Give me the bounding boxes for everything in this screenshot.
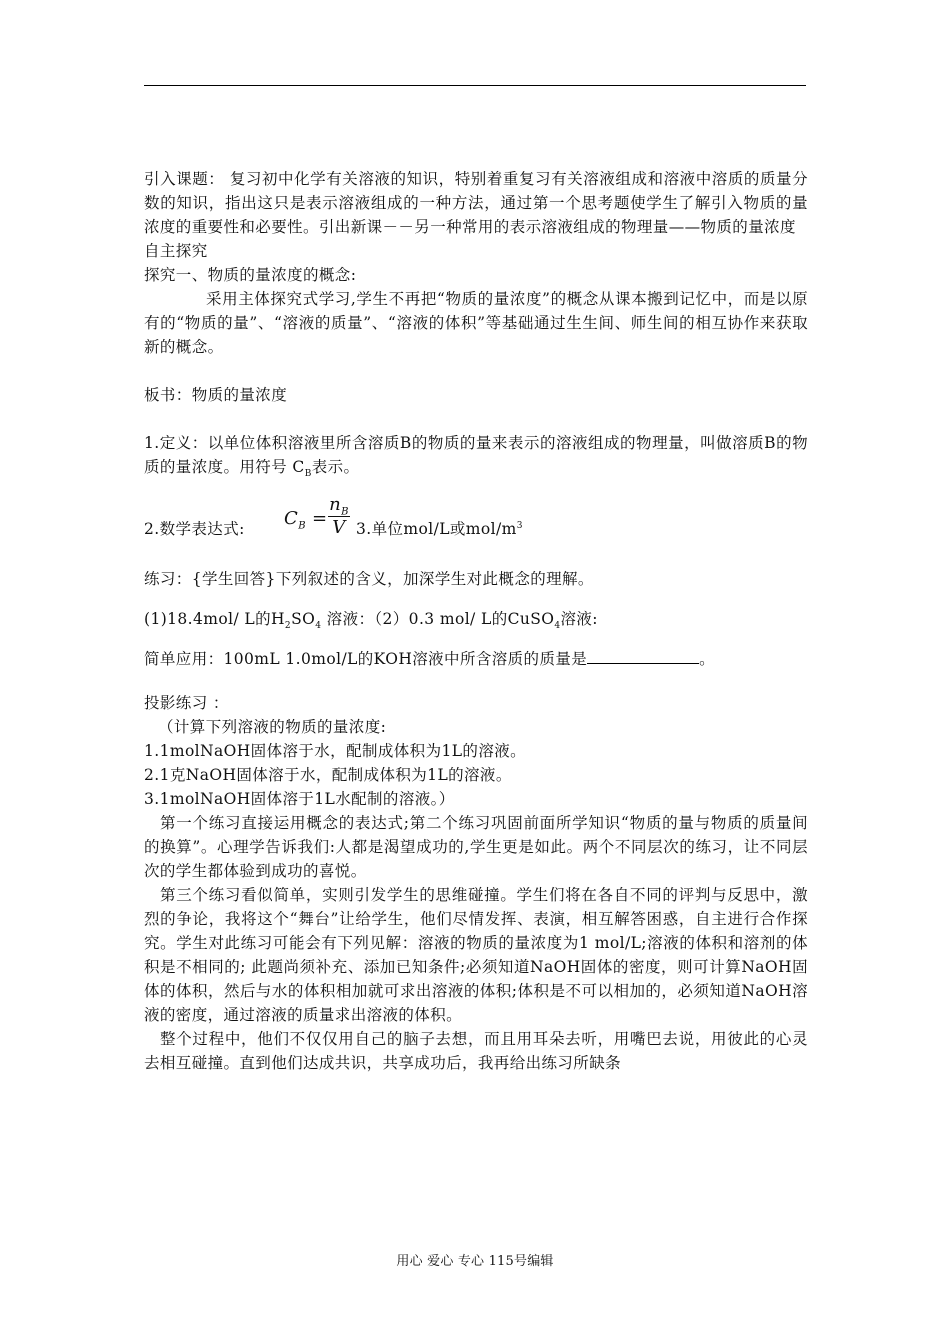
formula-fraction: $n_B$ V bbox=[329, 494, 349, 538]
intro-paragraph: 引入课题： 复习初中化学有关溶液的知识，特别着重复习有关溶液组成和溶液中溶质的质量分数的知识，指出这只是表示溶液组成的一种方法，通过第一个思考题使学生了解引入物质的量浓度的重要性和必要性。引出新课－－另一种常用的表示溶液组成的物理量——物质的量浓度 bbox=[144, 170, 808, 236]
formula-row: 2.数学表达式: $C_B$ = $n_B$ V 3.单位mol/L或mol/$m^3$ bbox=[144, 479, 808, 543]
projection-line: 3.1molNaOH固体溶于1L水配制的溶液。） bbox=[144, 790, 455, 808]
application-paragraph: 简单应用：100mL 1.0mol/L的KOH溶液中所含溶质的质量是 。 bbox=[144, 647, 808, 671]
paragraph-2: 第三个练习看似简单，实则引发学生的思维碰撞。学生们将在各自不同的评判与反思中，激烈的争论，我将这个“舞台”让给学生，他们尽情发挥、表演，相互解答困惑，自主进行合作探究。学生对此练习可能会有下列见解：溶液的物质的量浓度为1 mol/L;溶液的体积和溶剂的体积是不相同的; 此题尚须补充、添加已知条件;必须知道NaOH固体的密度，则可计算NaOH固体的体积，然后与水的体积相加就可求出溶液的体积;体积是不可以相加的，必须知道NaOH溶液的密度，通过溶液的质量求出溶液的体积。 bbox=[144, 886, 808, 1024]
projection-line: （计算下列溶液的物质的量浓度: bbox=[158, 718, 387, 736]
paragraph-1: 第一个练习直接运用概念的表达式;第二个练习巩固前面所学知识“物质的量与物质的质量间的换算”。心理学告诉我们:人都是渴望成功的,学生更是如此。两个不同层次的练习，让不同层次的学生都体验到成功的喜悦。 bbox=[144, 814, 808, 880]
practice-items: (1)18.4mol/ L的$H_2SO_4$ 溶液：（2）0.3 mol/ L的CuSO$_4$溶液: bbox=[144, 610, 598, 632]
unit-text: 3.单位mol/L或mol/$m^3$ bbox=[356, 520, 523, 538]
document-body bbox=[144, 167, 808, 1075]
projection-title: 投影练习 ： bbox=[144, 694, 229, 712]
board-heading: 板书：物质的量浓度 bbox=[144, 386, 288, 404]
inquiry-paragraph: 采用主体探究式学习,学生不再把“物质的量浓度”的概念从课本搬到记忆中，而是以原有的“物质的量”、“溶液的质量”、“溶液的体积”等基础通过生生间、师生间的相互协作来获取新的概念。 bbox=[144, 290, 808, 356]
projection-line: 2.1克NaOH固体溶于水，配制成体积为1L的溶液。 bbox=[144, 766, 512, 784]
inquiry-title: 探究一、物质的量浓度的概念: bbox=[144, 266, 357, 284]
section-title: 自主探究 bbox=[144, 242, 208, 260]
paragraph-3: 整个过程中，他们不仅仅用自己的脑子去想，而且用耳朵去听，用嘴巴去说，用彼此的心灵去相互碰撞。直到他们达成共识，共享成功后，我再给出练习所缺条 bbox=[144, 1030, 808, 1072]
formula-label: 2.数学表达式: bbox=[144, 520, 245, 538]
header-rule bbox=[144, 85, 806, 86]
projection-line: 1.1molNaOH固体溶于水，配制成体积为1L的溶液。 bbox=[144, 742, 527, 760]
answer-blank bbox=[587, 647, 699, 664]
page-footer: 用心 爱心 专心 115号编辑 bbox=[396, 1254, 554, 1269]
practice-paragraph: 练习：{学生回答}下列叙述的含义，加深学生对此概念的理解。 bbox=[144, 570, 594, 588]
definition-paragraph: 1.定义：以单位体积溶液里所含溶质B的物质的量来表示的溶液组成的物理量，叫做溶质B的物质的量浓度。用符号 $C_B$表示。 bbox=[144, 434, 808, 480]
